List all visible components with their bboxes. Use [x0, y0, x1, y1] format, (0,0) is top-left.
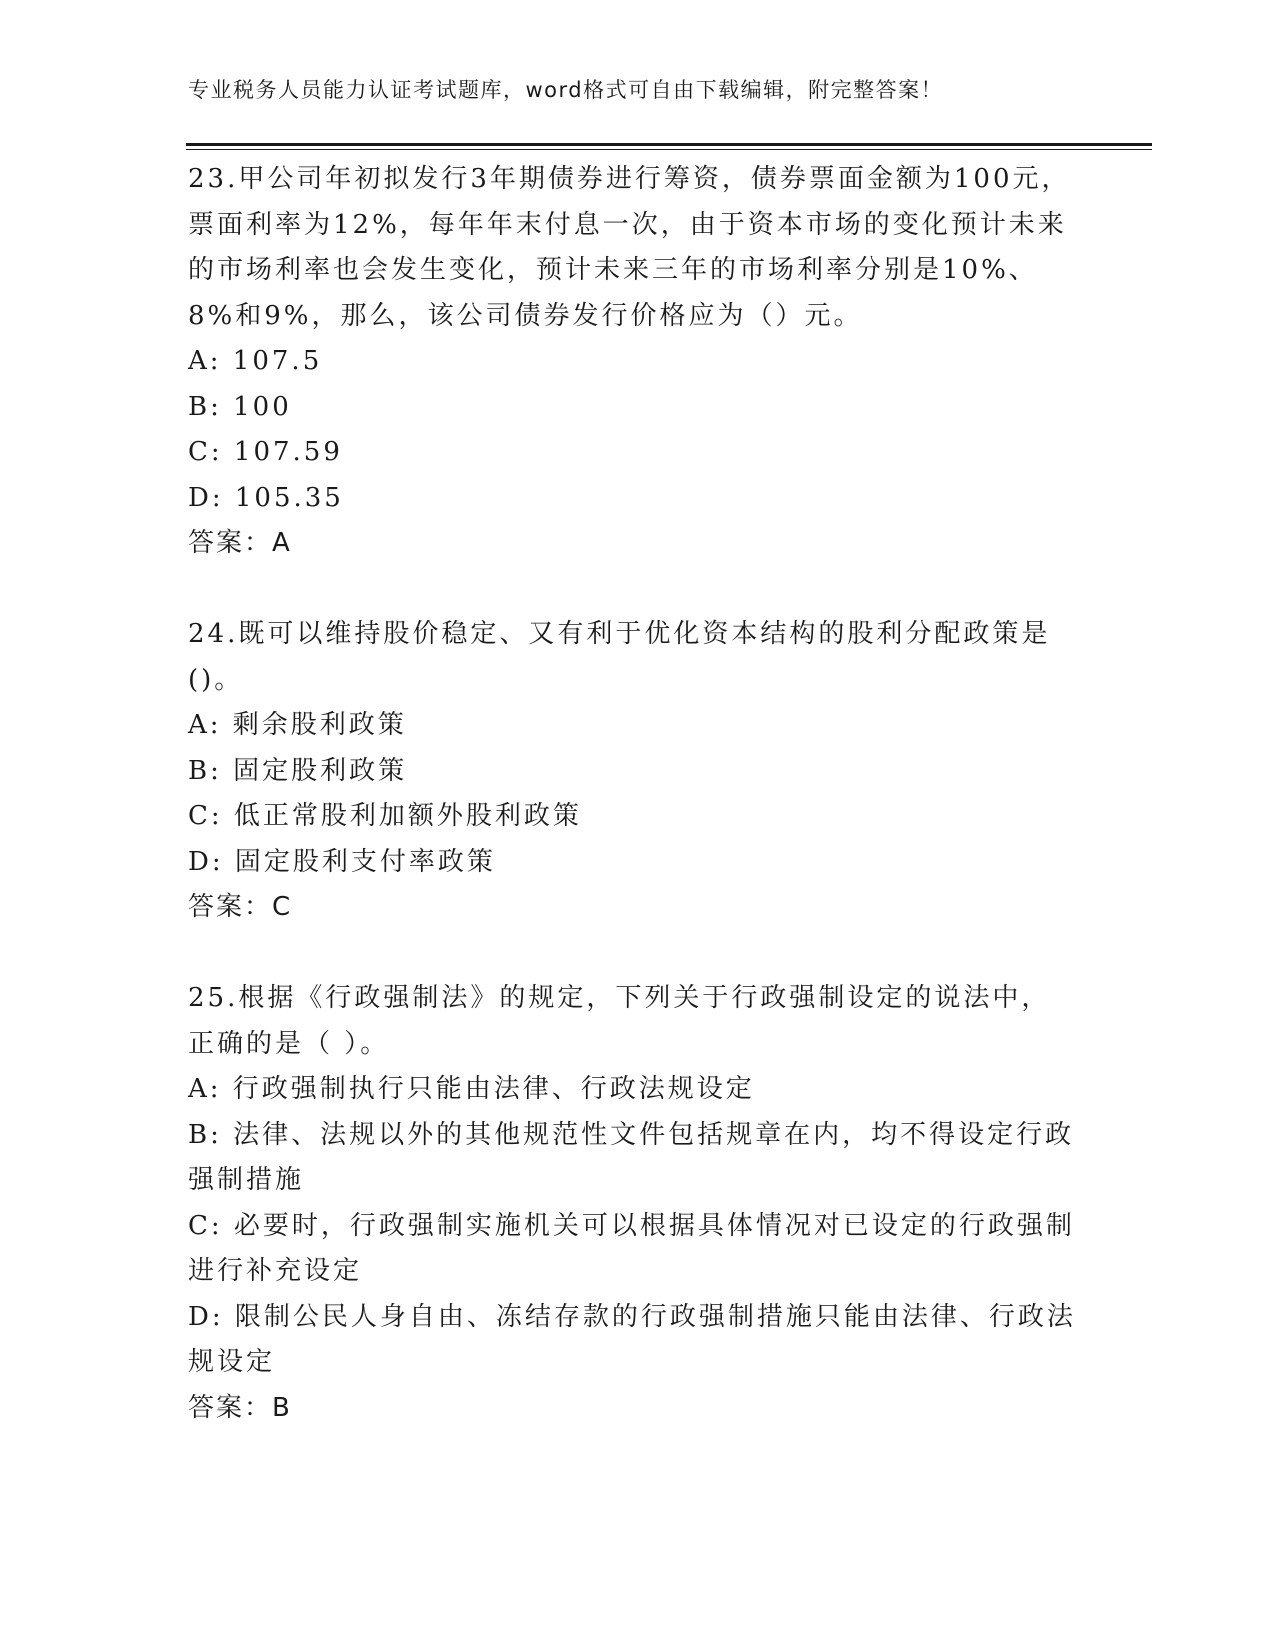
option-d: D: 105.35 [188, 482, 344, 513]
answer-line: 答案：B [188, 1392, 292, 1423]
option-a: A: 剩余股利政策 [188, 710, 407, 740]
option-a: A: 107.5 [188, 346, 323, 376]
spacer [188, 567, 1078, 613]
question-stem: 23.甲公司年初拟发行3年期债券进行筹资，债券票面金额为100元，票面利率为12%，每年年末付息一次，由于资本市场的变化预计未来的市场利率也会发生变化，预计未来三年的市场利率分别是10%、8%和9%，那么，该公司债券发行价格应为（）元。 [188, 164, 1071, 331]
question-stem: 24.既可以维持股价稳定、又有利于优化资本结构的股利分配政策是()。 [188, 619, 1051, 695]
question-stem: 25.根据《行政强制法》的规定，下列关于行政强制设定的说法中，正确的是（ ）。 [188, 983, 1051, 1059]
question-23 [188, 157, 1078, 567]
answer-line: 答案：A [188, 528, 292, 558]
question-25 [188, 976, 1078, 1431]
option-c: C: 107.59 [188, 437, 343, 467]
option-a: A: 行政强制执行只能由法律、行政法规设定 [188, 1074, 755, 1104]
option-b: B: 法律、法规以外的其他规范性文件包括规章在内，均不得设定行政强制措施 [188, 1119, 1075, 1195]
question-24 [188, 612, 1078, 931]
spacer [188, 931, 1078, 977]
option-d: D: 限制公民人身自由、冻结存款的行政强制措施只能由法律、行政法规设定 [188, 1301, 1076, 1377]
questions-body [188, 157, 1078, 1431]
option-d: D: 固定股利支付率政策 [188, 846, 496, 877]
option-b: B: 100 [188, 391, 292, 422]
page-header: 专业税务人员能力认证考试题库，word格式可自由下载编辑，附完整答案！ [188, 78, 944, 102]
header-rule-thin [186, 149, 1152, 150]
option-b: B: 固定股利政策 [188, 755, 408, 786]
answer-line: 答案：C [188, 892, 293, 922]
option-c: C: 必要时，行政强制实施机关可以根据具体情况对已设定的行政强制进行补充设定 [188, 1210, 1075, 1286]
option-c: C: 低正常股利加额外股利政策 [188, 801, 582, 831]
header-rule-thick [186, 143, 1152, 146]
